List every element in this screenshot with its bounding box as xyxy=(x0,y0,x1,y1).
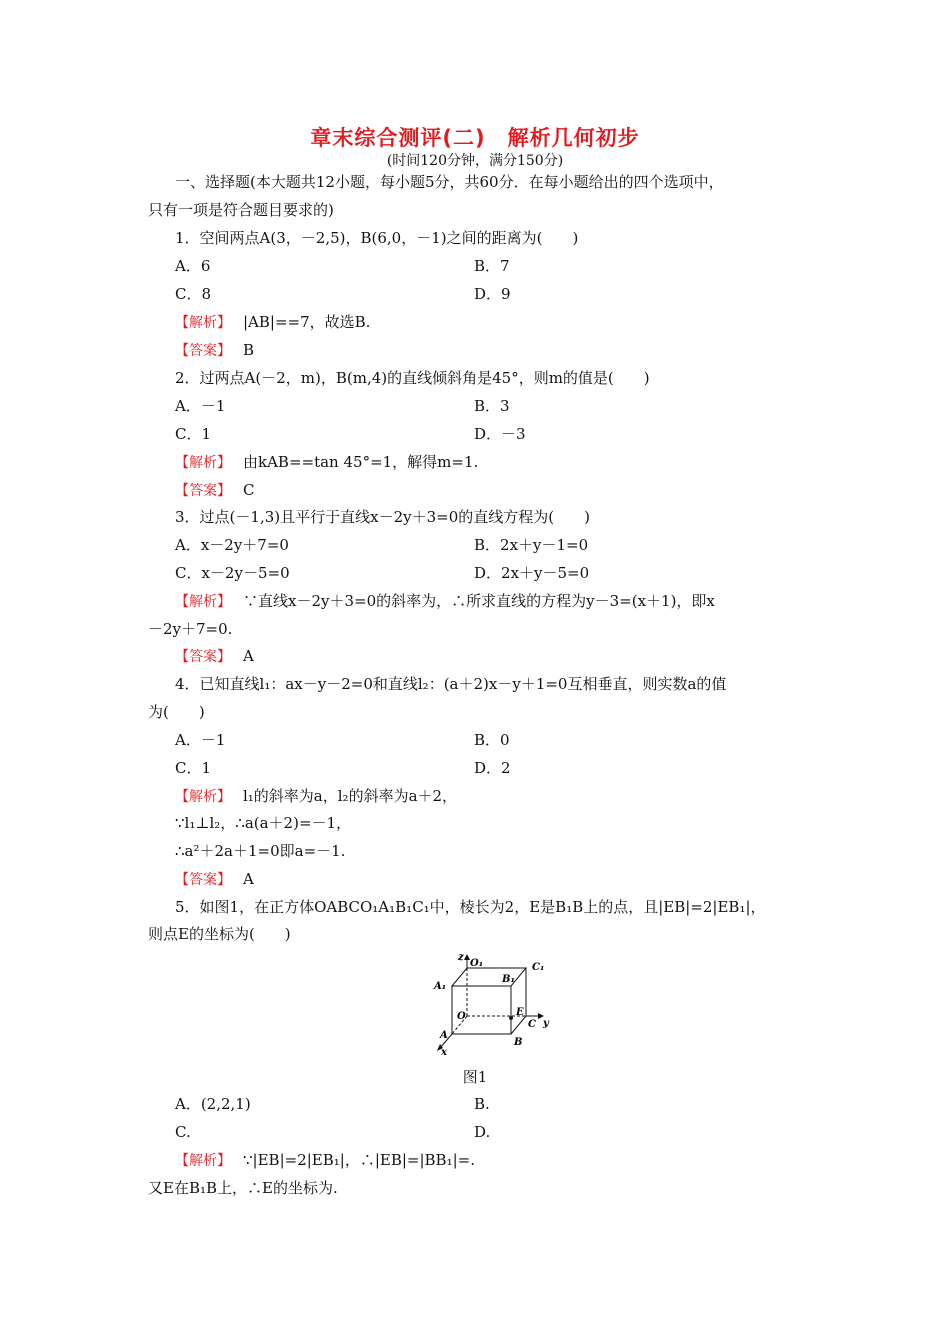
q3-option-b: B．2x＋y－1=0 xyxy=(474,536,589,554)
q2-answer xyxy=(175,480,254,501)
q4-analysis xyxy=(175,786,457,807)
q3-answer xyxy=(175,646,254,667)
q3-stem: 3．过点(－1,3)且平行于直线x－2y＋3=0的直线方程为( ) xyxy=(175,508,590,526)
analysis-tag: 【解析】 xyxy=(175,789,231,805)
label-O: O xyxy=(457,1011,466,1022)
q4-option-c: C．1 xyxy=(175,759,212,777)
q4-analysis-line3: ∴a²＋2a＋1=0即a=－1. xyxy=(175,842,346,860)
page-subtitle: (时间120分钟，满分150分) xyxy=(386,153,564,169)
q1-analysis xyxy=(175,312,370,333)
front-face xyxy=(452,986,511,1034)
label-x: x xyxy=(441,1047,447,1058)
section-heading-line2: 只有一项是符合题目要求的) xyxy=(148,201,334,219)
q2-stem: 2．过两点A(－2，m)，B(m,4)的直线倾斜角是45°，则m的值是( ) xyxy=(175,369,650,387)
q3-option-c: C．x－2y－5=0 xyxy=(175,564,290,582)
q2-option-d: D．－3 xyxy=(474,425,526,443)
q4-answer xyxy=(175,869,254,890)
point-E xyxy=(509,1016,513,1020)
q5-stem: 5．如图1，在正方体OABCO₁A₁B₁C₁中，棱长为2，E是B₁B上的点，且|EB|=2|EB₁|， xyxy=(175,898,766,916)
q4-option-b: B．0 xyxy=(474,731,510,749)
q5-option-b: B. xyxy=(474,1095,490,1113)
q1-answer-text: B xyxy=(243,341,255,359)
section-heading-line1: 一、选择题(本大题共12小题，每小题5分，共60分．在每小题给出的四个选项中， xyxy=(175,173,724,191)
label-B: B xyxy=(514,1037,523,1048)
q5-stem-cont: 则点E的坐标为( ) xyxy=(148,925,291,943)
q2-answer-text: C xyxy=(243,481,255,499)
q3-option-a: A．x－2y＋7=0 xyxy=(175,536,289,554)
q2-analysis xyxy=(175,452,478,473)
page-title: 章末综合测评(二) 解析几何初步 xyxy=(310,126,640,150)
q2-option-b: B．3 xyxy=(474,397,510,415)
label-C: C xyxy=(528,1019,536,1030)
q3-answer-text: A xyxy=(243,647,254,665)
cube-figure xyxy=(428,952,558,1058)
q5-option-d: D. xyxy=(474,1123,491,1141)
q5-analysis-text: ∵|EB|=2|EB₁|，∴|EB|=|BB₁|=. xyxy=(243,1151,475,1169)
q2-option-a: A．－1 xyxy=(175,397,226,415)
q3-analysis-text: ∵直线x－2y＋3=0的斜率为，∴所求直线的方程为y－3=(x＋1)，即x xyxy=(243,592,715,610)
q5-option-a: A．(2,2,1) xyxy=(175,1095,251,1113)
label-O1: O₁ xyxy=(470,958,484,969)
q4-answer-text: A xyxy=(243,870,254,888)
q3-option-d: D．2x＋y－5=0 xyxy=(474,564,590,582)
label-y: y xyxy=(543,1018,549,1029)
q5-analysis-line2: 又E在B₁B上，∴E的坐标为. xyxy=(148,1179,338,1197)
edge-BC xyxy=(511,1016,526,1034)
answer-tag: 【答案】 xyxy=(175,343,231,359)
q1-analysis-text: |AB|==7，故选B. xyxy=(243,313,371,331)
q4-analysis-text: l₁的斜率为a，l₂的斜率为a＋2， xyxy=(243,787,458,805)
q4-stem-cont: 为( ) xyxy=(148,703,205,721)
q5-option-c: C. xyxy=(175,1123,191,1141)
q5-analysis xyxy=(175,1150,475,1171)
q4-option-a: A．－1 xyxy=(175,731,226,749)
q1-option-a: A．6 xyxy=(175,257,211,275)
answer-tag: 【答案】 xyxy=(175,872,231,888)
label-z: z xyxy=(458,952,464,963)
analysis-tag: 【解析】 xyxy=(175,455,231,471)
top-face xyxy=(452,968,526,986)
analysis-tag: 【解析】 xyxy=(175,315,231,331)
q4-stem: 4．已知直线l₁：ax－y－2=0和直线l₂：(a＋2)x－y＋1=0互相垂直，则实数a的值 xyxy=(175,675,727,693)
answer-tag: 【答案】 xyxy=(175,649,231,665)
answer-tag: 【答案】 xyxy=(175,483,231,499)
label-A: A xyxy=(440,1030,448,1041)
label-A1: A₁ xyxy=(434,981,447,992)
q1-answer xyxy=(175,340,254,361)
q4-analysis-line2: ∵l₁⊥l₂，∴a(a＋2)=－1， xyxy=(175,814,352,832)
q2-option-c: C．1 xyxy=(175,425,212,443)
q1-option-b: B．7 xyxy=(474,257,510,275)
q2-analysis-text: 由kAB==tan 45°=1，解得m=1. xyxy=(243,453,479,471)
q3-analysis xyxy=(175,591,715,612)
analysis-tag: 【解析】 xyxy=(175,594,231,610)
q1-stem: 1．空间两点A(3，－2,5)，B(6,0，－1)之间的距离为( ) xyxy=(175,229,579,247)
q1-option-c: C．8 xyxy=(175,285,212,303)
label-C1: C₁ xyxy=(532,962,545,973)
analysis-tag: 【解析】 xyxy=(175,1153,231,1169)
figure-caption: 图1 xyxy=(462,1068,488,1086)
label-B1: B₁ xyxy=(502,974,515,985)
q4-option-d: D．2 xyxy=(474,759,511,777)
label-E: E xyxy=(516,1007,524,1018)
q1-option-d: D．9 xyxy=(474,285,511,303)
q3-analysis-cont: －2y＋7=0. xyxy=(148,620,233,638)
